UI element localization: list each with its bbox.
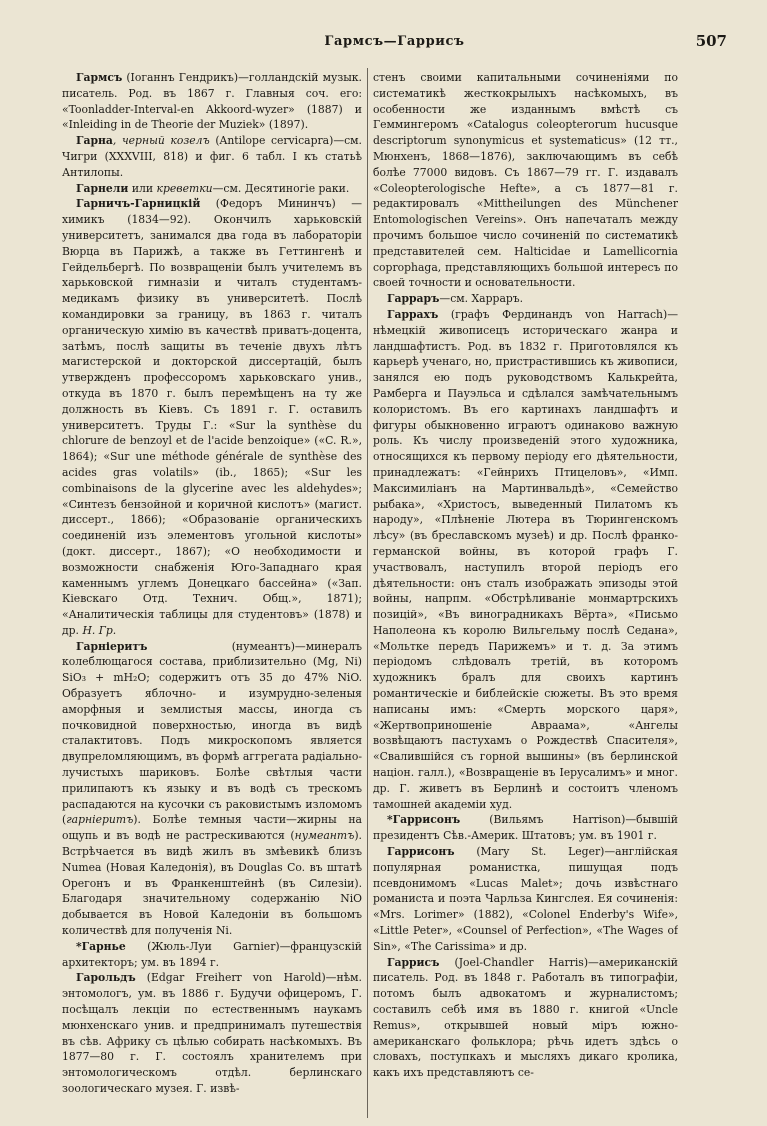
entry-harris <box>373 955 678 1081</box>
entry-italic: , черный козелъ <box>112 134 210 148</box>
entry-harold <box>62 970 362 1096</box>
page-number: 507 <box>695 32 727 50</box>
entry-text: ). Болѣе темныя части—жирны на ощупь и въ водѣ не растрескиваются ( <box>62 813 362 843</box>
column-divider <box>367 68 368 1118</box>
entry-italic: нумеантъ <box>294 829 355 843</box>
entry-text: (Joel-Chandler Harris)—американскій писатель. Род. въ 1848 г. Работалъ въ типографіи, потомъ былъ адвокатомъ и журналистомъ; составилъ себѣ имя въ 1880 г. книгой «Uncle Remus», открывшей новый міръ южно-американскаго фольклора; рѣчь идетъ здѣсь о словахъ, поступкахъ и мысляхъ дикаго кролика, какъ ихъ представляютъ се- <box>373 955 678 1080</box>
entry-text: (Edgar Freiherr von Harold)—нѣм. энтомологъ, ум. въ 1886 г. Будучи офицеромъ, Г. посѣщалъ лекціи по естественнымъ наукамъ мюнхенскаго унив. и предпринималъ путешествія въ сѣв. Африку съ цѣлью собирать насѣкомыхъ. Въ 1877—80 г. Г. состоялъ хранителемъ при энтомологическомъ отдѣл. берлинскаго зоологическаго музея. Г. извѣ- <box>62 971 362 1095</box>
entry-text: —см. Десятиногіе раки. <box>212 181 350 195</box>
entry-garms <box>62 70 362 133</box>
author-signature: Н. Гр. <box>82 623 117 637</box>
entry-garnierit <box>62 639 362 939</box>
entry-text: —см. Харраръ. <box>439 292 524 306</box>
headword: Гаррисонъ <box>387 845 455 859</box>
entry-text: (Федоръ Мининчъ) — химикъ (1834—92). Окончилъ харьковскій университетъ, занимался два года въ лабораторіи Вюрца въ Парижѣ, а также въ Геттингенѣ и Гейдельбергѣ. По возвращеніи былъ учителемъ въ харьковской гимназіи и читалъ студентамъ-медикамъ физику въ университетѣ. Послѣ командировки за границу, въ 1863 г. читалъ органическую химію въ качествѣ приватъ-доцента, затѣмъ, послѣ защиты въ теченіе двухъ лѣтъ магистерской и докторской диссертацій, былъ утвержденъ профессоромъ харьковскаго унив., откуда въ 1870 г. былъ перемѣщенъ на ту же должность въ Кіевъ. Съ 1891 г. Г. оставилъ университетъ. Труды Г.: «Sur la synthèse du chlorure de benzoyl et de l'acide benzoique» («C. R.», 1864); «Sur une méthode générale de synthèse des acides gras volatils» (ib., 1865); «Sur les combinaisons de la glycerine avec les aldehydes»; «Синтезъ бензойной и коричной кислотъ» (магист. диссерт., 1866); «Образованіе органическихъ соединеній изъ элементовъ угольной кислоты» (докт. диссерт., 1867); «О необходимости и возможности снабженія Юго-Западнаго края каменнымъ углемъ Донецкаго бассейна» («Зап. Кіевскаго Отд. Технич. Общ.», 1871); «Аналитическія таблицы для студентовъ» (1878) и др. <box>62 197 362 637</box>
entry-text: стенъ своими капитальными сочиненіями по систематикѣ жесткокрылыхъ насѣкомыхъ, въ особенности же изданнымъ вмѣстѣ съ Геммингеромъ «Catalogus coleopterorum hucusque descriptorum synonymicus et systematicus» (12 тт., Мюнхенъ, 1868—1876), заключающимъ въ себѣ болѣе 77000 видовъ. Съ 1867—79 гг. Г. издавалъ «Coleopterologische Hefte», а съ 1877—81 г. редактировалъ «Mittheilungen des Münchener Entomologischen Vereins». Онъ напечаталъ между прочимъ большое число сочиненій по систематикѣ представителей сем. Halticidae и Lamellicornia coprophaga, представляющихъ большой интересъ по своей точности и основательности. <box>373 71 678 290</box>
entry-text: (Іоганнъ Гендрикъ)—голландскій музык. писатель. Род. въ 1867 г. Главныя соч. его: «Toonladder-Interval-en Akkoord-wyzer» (1887) и «Inleiding in de Theorie der Muziek» (1897). <box>62 71 362 132</box>
entry-text: (Mary St. Leger)—англійская популярная романистка, пишущая подъ псевдонимомъ «Lucas Malet»; дочь извѣстнаго романиста и поэта Чарльза Кингслея. Ея сочиненія: «Mrs. Lorimer» (1882), «Colonel Enderby's Wife», «Little Peter», «Counsel of Perfection», «The Wages of Sin», «The Carissima» и др. <box>373 845 678 953</box>
entry-harrison-mary <box>373 844 678 955</box>
headword: Гаррахъ <box>387 307 439 321</box>
headword: Гарольдъ <box>76 971 136 985</box>
entry-harrach <box>373 307 678 813</box>
headword: *Гаррисонъ <box>387 813 461 827</box>
headword: Гарнели <box>76 181 129 195</box>
right-column <box>373 70 678 1120</box>
entry-text: (нумеантъ)—минералъ колеблющагося состава, приблизительно (Mg, Ni) SiO₃ + mH₂O; содержитъ отъ 35 до 47% NiO. Образуетъ яблочно- и изумрудно-зеленыя аморфныя и землистыя массы, иногда съ почковидной поверхностью, иногда въ видѣ сталактитовъ. Подъ микроскопомъ является двупреломляющимъ, въ формѣ аггрегата радіально-лучистыхъ шариковъ. Болѣе свѣтлыя части прилипаютъ къ языку и въ водѣ съ трескомъ распадаются на кусочки съ раковистымъ изломомъ ( <box>62 639 362 827</box>
entry-garna <box>62 133 362 180</box>
entry-garneli <box>62 181 362 197</box>
headword: Гарніеритъ <box>76 639 148 653</box>
running-head: Гармсъ—Гаррисъ <box>324 34 465 49</box>
headword: Гарна <box>76 134 113 148</box>
entry-text: (графъ Фердинандъ von Harrach)—нѣмецкій живописецъ историческаго жанра и ландшафтистъ. Род. въ 1832 г. Приготовлялся къ карьерѣ ученаго, но, пристрастившись къ живописи, занялся ею подъ руководствомъ Калькрейта, Рамберга и Пауэльса и сдѣлался замѣчательнымъ колористомъ. Въ его картинахъ ландшафтъ и фигуры обыкновенно играютъ одинаково важную роль. Къ числу произведеній этого художника, относящихся къ первому періоду его дѣятельности, принадлежатъ: «Гейнрихъ Птицеловъ», «Имп. Максимиліанъ на Мартинвальдѣ», «Семейство рыбака», «Христосъ, выведенный Пилатомъ къ народу», «Плѣненіе Лютера въ Тюрингенскомъ лѣсу» (въ бреславскомъ музеѣ) и др. Послѣ франко-германской войны, въ которой графъ Г. участвовалъ, наступилъ второй періодъ его дѣятельности: онъ сталъ изображать эпизоды этой войны, напрпм. «Обстрѣливаніе монмартрскихъ позицій», «Въ виноградникахъ Вёрта», «Письмо Наполеона къ королю Вильгельму послѣ Седана», «Мольтке передъ Парижемъ» и т. д. За этимъ періодомъ слѣдовалъ третій, въ которомъ художникъ бралъ для своихъ картинъ романтическіе и библейскіе сюжеты. Въ это время написаны имъ: «Смерть морского царя», «Жертвоприношеніе Авраама», «Ангелы возвѣщаютъ пастухамъ о Рождествѣ Спасителя», «Свалившійся съ горной вышины» (въ берлинской націон. галл.), «Возвращеніе въ Іерусалимъ» и мног. др. Г. живетъ въ Берлинѣ и состоитъ членомъ тамошней академіи худ. <box>373 307 678 811</box>
headword: *Гарнье <box>76 939 126 953</box>
entry-text: или <box>128 181 157 195</box>
entry-text: (Жюль-Луи Garnier)—французскій архитекторъ; ум. въ 1894 г. <box>62 939 362 969</box>
entry-garnier <box>62 939 362 971</box>
entry-text: (Вильямъ Harrison)—бывшій президентъ Сѣв.-Америк. Штатовъ; ум. въ 1901 г. <box>373 813 678 843</box>
entry-text: (Antilope cervicapra)—см. Чигри (XXXVIII, 818) и фиг. 6 табл. I къ статьѣ Антилопы. <box>62 134 362 179</box>
entry-italic: гарніеритъ <box>66 813 134 827</box>
left-column <box>62 70 362 1120</box>
entry-harrison-william <box>373 812 678 844</box>
entry-harrar <box>373 291 678 307</box>
headword: Гарраръ <box>387 292 440 306</box>
entry-harold-continued <box>373 70 678 291</box>
entry-garnich-garnitsky <box>62 196 362 638</box>
entry-text: ). Встрѣчается въ видѣ жилъ въ змѣевикѣ близъ Numea (Новая Каледонія), въ Douglas Co. въ штатѣ Орегонъ и въ Франкенштейнѣ (въ Силезіи). Благодаря значительному содержанію NiO добывается въ Новой Каледоніи въ большомъ количествѣ для полученія Ni. <box>62 829 362 938</box>
headword: Гаррисъ <box>387 955 440 969</box>
headword: Гарничъ-Гарницкій <box>76 197 201 211</box>
headword: Гармсъ <box>76 71 123 84</box>
entry-italic: креветки <box>156 181 213 195</box>
page-header <box>62 34 727 56</box>
